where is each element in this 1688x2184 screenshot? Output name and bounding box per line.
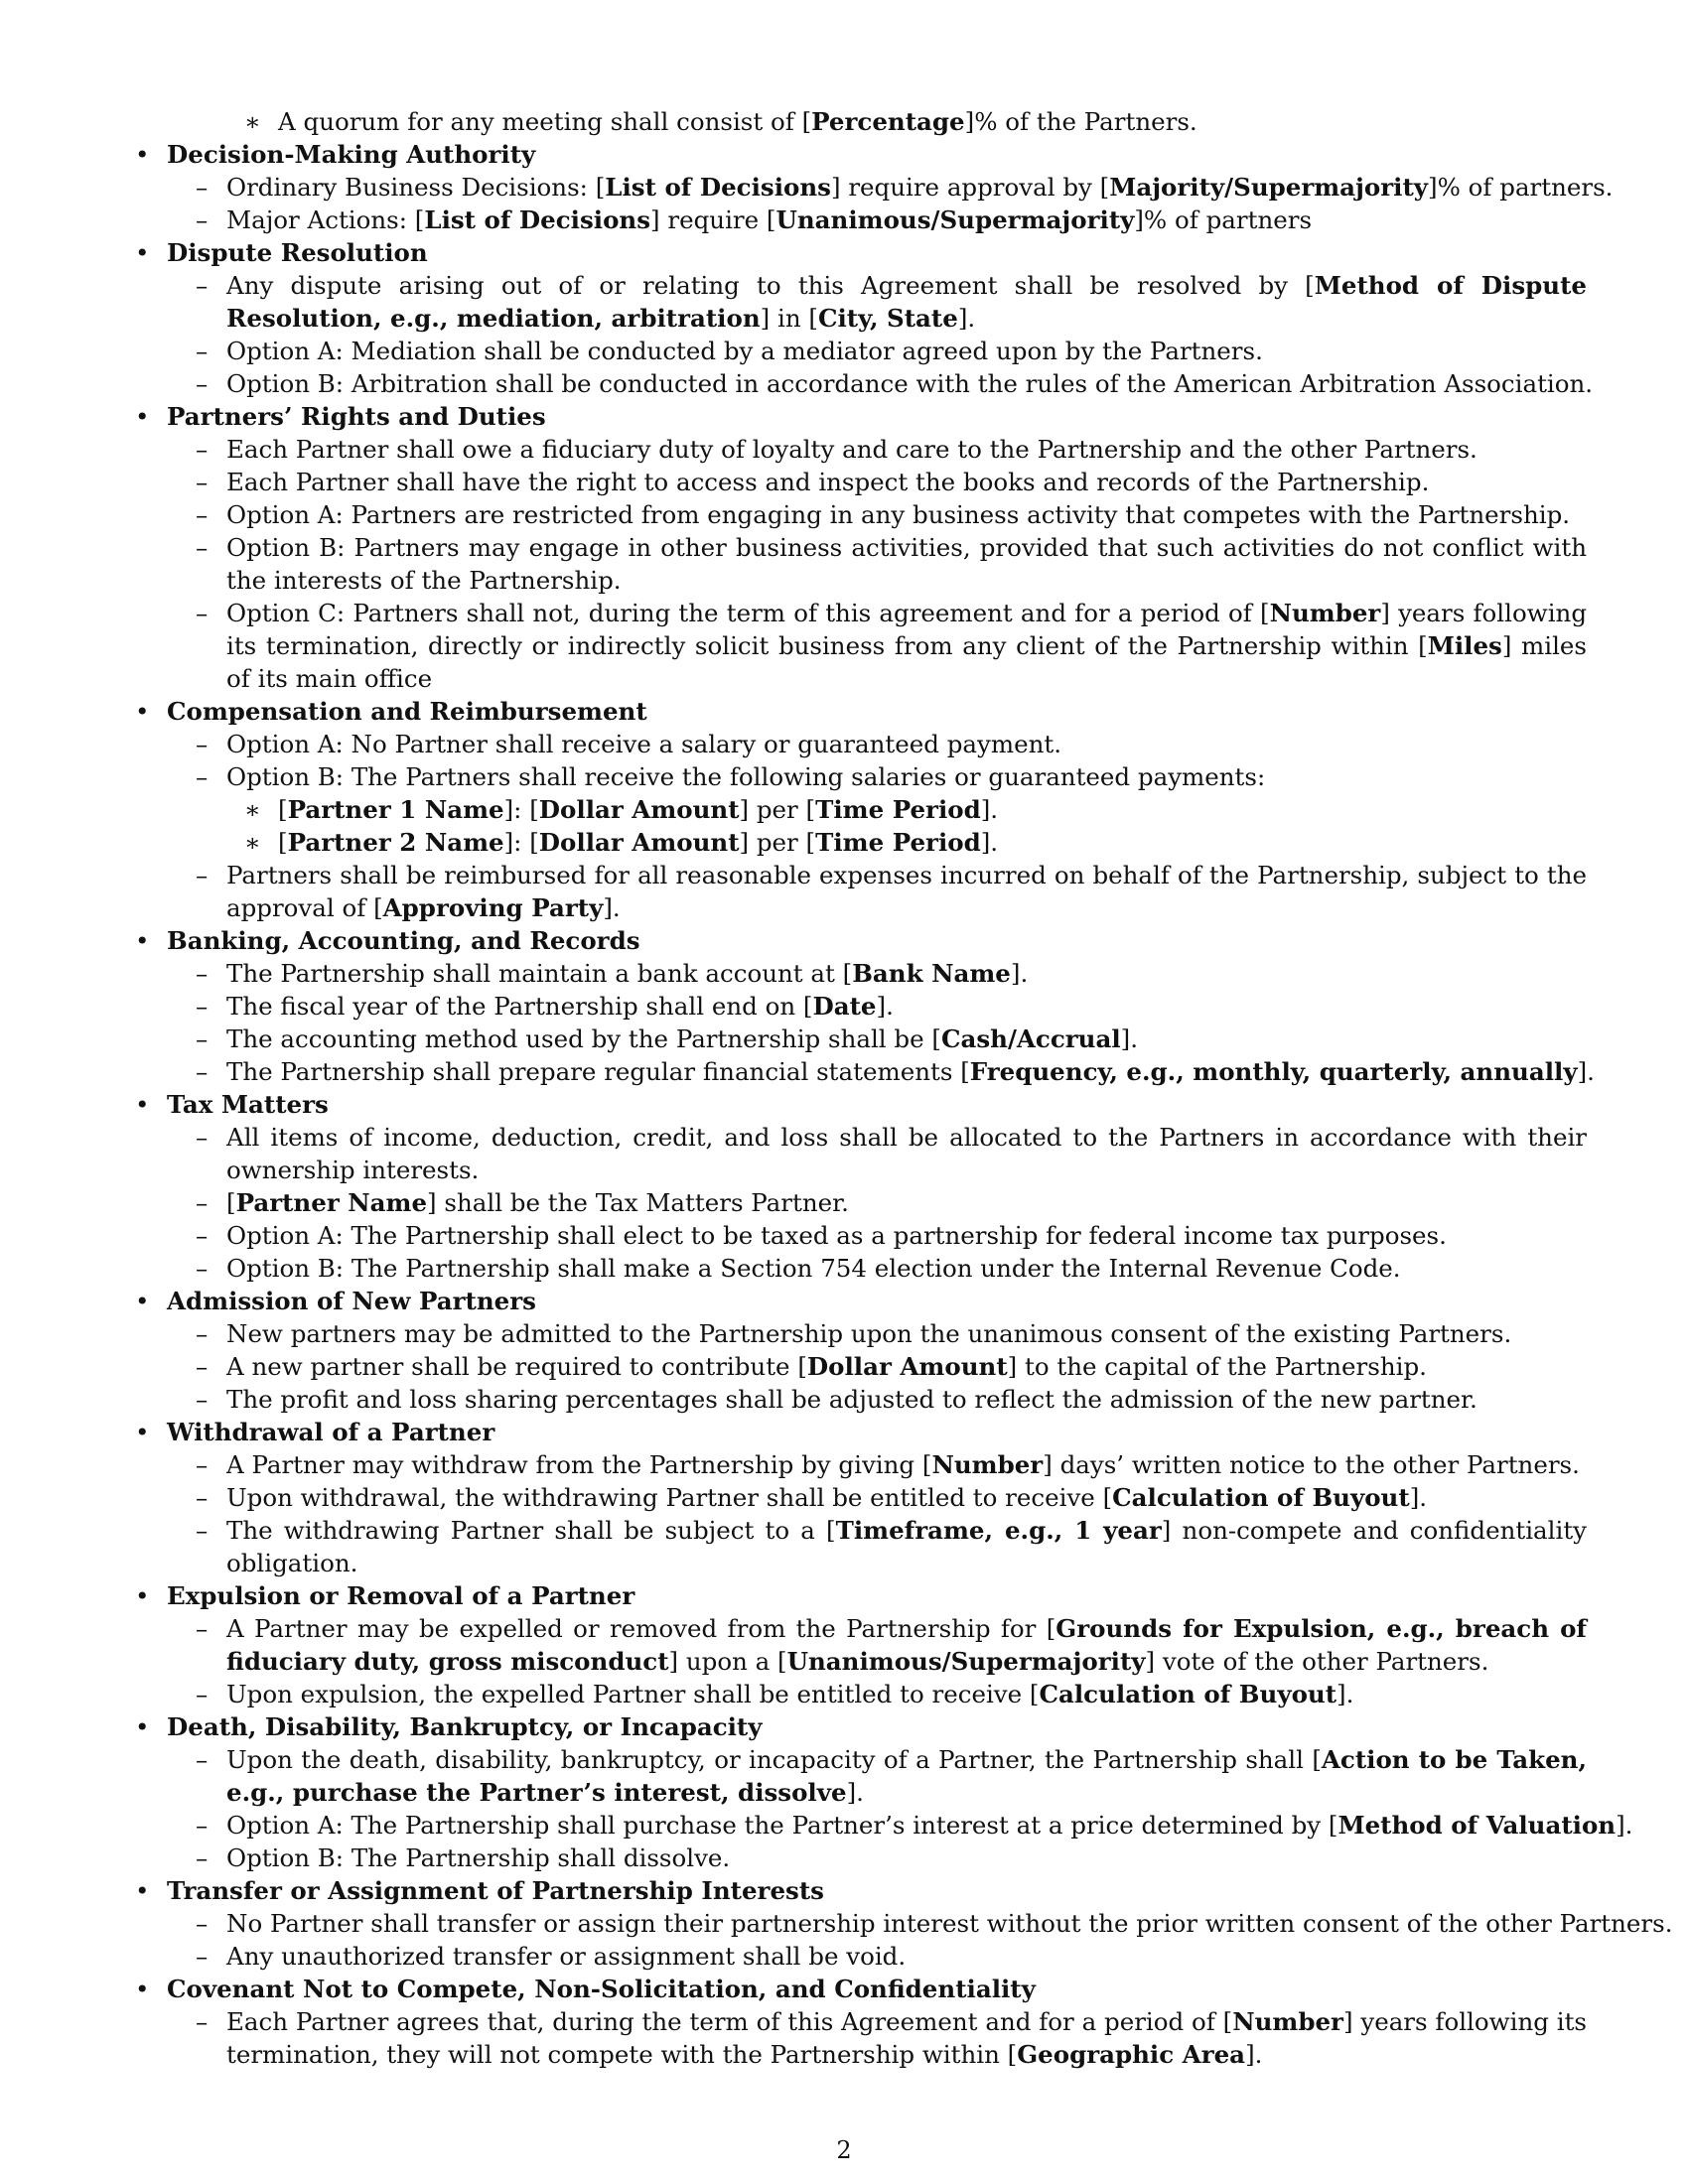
placeholder-field: List of Decisions <box>605 173 831 202</box>
placeholder-field: Bank Name <box>852 959 1011 988</box>
item-dash: – <box>196 369 209 398</box>
text-segment: ] per [ <box>739 795 816 824</box>
text-segment: The fiscal year of the Partnership shall end on [ <box>226 992 813 1021</box>
placeholder-field: Action to be Taken, e.g., purchase the Partner’s interest, dissolve <box>226 1745 1587 1807</box>
item-dash: – <box>196 1319 209 1348</box>
item-dash: – <box>196 1450 209 1479</box>
item-dash: – <box>196 1745 209 1774</box>
text-segment: ] require [ <box>650 205 776 234</box>
text-segment: A Partner may be expelled or removed from the Partnership for [ <box>226 1614 1056 1643</box>
section-heading <box>167 236 428 269</box>
list-item <box>226 1383 1587 1416</box>
text-segment: ] require approval by [ <box>830 173 1110 202</box>
item-dash: – <box>196 173 209 202</box>
text-segment: [ <box>278 795 288 824</box>
section-heading <box>167 695 647 728</box>
text-segment: Upon expulsion, the expelled Partner shall be entitled to receive [ <box>226 1680 1040 1708</box>
placeholder-field: Cash/Accrual <box>940 1024 1121 1053</box>
section-bullet: • <box>135 926 150 955</box>
sub-list-item <box>278 826 998 859</box>
placeholder-field: Percentage <box>811 107 965 136</box>
item-dash: – <box>196 992 209 1021</box>
item-dash: – <box>196 1188 209 1217</box>
item-dash: – <box>196 1385 209 1414</box>
item-dash: – <box>196 1057 209 1086</box>
text-segment: ] in [ <box>760 304 818 333</box>
placeholder-field: Frequency, e.g., monthly, quarterly, annually <box>969 1057 1578 1086</box>
placeholder-field: Number <box>1269 599 1381 627</box>
list-item <box>226 1481 1587 1514</box>
placeholder-field: Number <box>931 1450 1044 1479</box>
list-item <box>226 1350 1587 1383</box>
text-segment: The Partnership shall prepare regular financial statements [ <box>226 1057 970 1086</box>
placeholder-field: Timeframe, e.g., 1 year <box>835 1516 1162 1545</box>
text-segment: Major Actions: [ <box>226 205 425 234</box>
item-dash: – <box>196 1909 209 1938</box>
placeholder-field: Date <box>812 992 877 1021</box>
text-segment: A Partner may withdraw from the Partnership by giving [ <box>226 1450 932 1479</box>
subitem-star: ∗ <box>244 107 261 136</box>
text-segment: ]. <box>1409 1483 1428 1512</box>
placeholder-field: Unanimous/Supermajority <box>786 1647 1146 1676</box>
placeholder-field: Number <box>1232 2007 1343 2036</box>
text-segment: ]. <box>1336 1680 1354 1708</box>
subitem-star: ∗ <box>244 795 261 824</box>
text-segment: ]. <box>603 893 621 922</box>
text-segment: ] per [ <box>739 828 816 857</box>
subitem-star: ∗ <box>244 828 261 857</box>
text-segment: ] upon a [ <box>668 1647 787 1676</box>
list-item <box>226 433 1587 466</box>
section-heading <box>167 924 640 957</box>
placeholder-field: Compensation and Reimbursement <box>167 697 647 726</box>
text-segment: ] miles of its main office <box>226 631 1588 693</box>
text-segment: Partners shall be reimbursed for all reasonable expenses incurred on behalf of the Partnership, subject to the approval of [ <box>226 861 1587 922</box>
section-bullet: • <box>135 1712 150 1741</box>
list-item <box>226 2005 1587 2071</box>
section-heading <box>167 1874 824 1907</box>
item-dash: – <box>196 1483 209 1512</box>
item-dash: – <box>196 2007 209 2036</box>
section-heading <box>167 400 546 433</box>
placeholder-field: Transfer or Assignment of Partnership Interests <box>167 1876 824 1905</box>
list-item <box>226 335 1587 367</box>
section-bullet: • <box>135 697 150 726</box>
text-segment: ] years following its termination, they will not compete with the Partnership within [ <box>226 2007 1587 2069</box>
item-dash: – <box>196 468 209 496</box>
item-dash: – <box>196 861 209 889</box>
list-item <box>226 1023 1587 1055</box>
item-dash: – <box>196 1680 209 1708</box>
placeholder-field: Time Period <box>815 795 981 824</box>
section-heading <box>167 1416 494 1448</box>
text-segment: Upon the death, disability, bankruptcy, or incapacity of a Partner, the Partnership shall [ <box>226 1745 1322 1774</box>
list-item <box>226 1317 1587 1350</box>
list-item <box>226 498 1587 531</box>
list-item <box>226 728 1587 760</box>
placeholder-field: Admission of New Partners <box>167 1287 536 1315</box>
item-dash: – <box>196 599 209 627</box>
text-segment: A quorum for any meeting shall consist of <box>278 107 802 136</box>
text-segment: No Partner shall transfer or assign their partnership interest without the prior written consent of the other Partners. <box>226 1909 1673 1938</box>
section-bullet: • <box>135 1090 150 1119</box>
text-segment: Each Partner shall owe a fiduciary duty of loyalty and care to the Partnership and the other Partners. <box>226 435 1477 464</box>
text-segment: Any unauthorized transfer or assignment shall be void. <box>226 1942 907 1971</box>
list-item <box>226 531 1587 597</box>
section-bullet: • <box>135 238 150 267</box>
section-bullet: • <box>135 402 150 431</box>
text-segment: ]. <box>876 992 894 1021</box>
placeholder-field: Dollar Amount <box>806 1352 1008 1381</box>
placeholder-field: Method of Valuation <box>1337 1811 1617 1840</box>
text-segment: Option A: Mediation shall be conducted by a mediator agreed upon by the Partners. <box>226 337 1263 365</box>
placeholder-field: Geographic Area <box>1017 2040 1246 2069</box>
text-segment: ] non-compete and confidentiality obligation. <box>226 1516 1587 1577</box>
text-segment: [ <box>801 107 812 136</box>
placeholder-field: City, State <box>817 304 958 333</box>
list-item <box>226 597 1587 695</box>
item-dash: – <box>196 762 209 791</box>
list-item <box>226 1219 1587 1252</box>
text-segment: Option A: The Partnership shall purchase the Partner’s interest at a price determined by [ <box>226 1811 1338 1840</box>
section-heading <box>167 1285 536 1317</box>
text-segment: Option A: Partners are restricted from engaging in any business activity that competes with the Partnership. <box>226 500 1571 529</box>
placeholder-field: Death, Disability, Bankruptcy, or Incapacity <box>167 1712 763 1741</box>
list-item <box>226 204 1587 236</box>
text-segment: ]. <box>980 828 999 857</box>
placeholder-field: Time Period <box>815 828 981 857</box>
item-dash: – <box>196 1614 209 1643</box>
sub-list-item <box>278 793 998 826</box>
placeholder-field: Method of Dispute Resolution, e.g., mediation, arbitration <box>226 271 1588 333</box>
text-segment: ]% of partners. <box>1428 173 1614 202</box>
list-item <box>226 990 1587 1023</box>
list-item <box>226 1678 1587 1710</box>
text-segment: ]. <box>1245 2040 1263 2069</box>
text-segment: ] days’ written notice to the other Partners. <box>1043 1450 1580 1479</box>
placeholder-field: Unanimous/Supermajority <box>775 205 1135 234</box>
section-heading <box>167 138 535 171</box>
placeholder-field: Dispute Resolution <box>167 238 428 267</box>
placeholder-field: Dollar Amount <box>538 795 740 824</box>
text-segment: ]: [ <box>503 828 539 857</box>
list-item <box>226 1448 1587 1481</box>
list-item <box>226 957 1587 990</box>
section-bullet: • <box>135 1975 150 2003</box>
list-item <box>226 859 1587 924</box>
text-segment: ]. <box>846 1778 864 1807</box>
section-bullet: • <box>135 140 150 169</box>
text-segment: ]. <box>1120 1024 1139 1053</box>
text-segment: Each Partner shall have the right to access and inspect the books and records of the Partnership. <box>226 468 1430 496</box>
text-segment: ] shall be the Tax Matters Partner. <box>427 1188 849 1217</box>
text-segment: ]. <box>1616 1811 1633 1840</box>
list-item <box>226 1055 1595 1088</box>
list-item <box>226 1252 1587 1285</box>
section-bullet: • <box>135 1876 150 1905</box>
text-segment: Option B: Partners may engage in other business activities, provided that such activities do not conflict with the interests of the Partnership. <box>226 533 1587 595</box>
section-bullet: • <box>135 1418 150 1446</box>
section-heading <box>167 1579 634 1612</box>
section-heading <box>167 1973 1036 2005</box>
placeholder-field: Expulsion or Removal of a Partner <box>167 1581 635 1610</box>
item-dash: – <box>196 1123 209 1152</box>
text-segment: ]% of partners <box>1134 205 1313 234</box>
text-segment: A new partner shall be required to contribute [ <box>226 1352 807 1381</box>
list-item <box>226 1121 1587 1186</box>
item-dash: – <box>196 1516 209 1545</box>
section-heading <box>167 1710 762 1743</box>
list-item <box>226 1743 1587 1809</box>
section-bullet: • <box>135 1581 150 1610</box>
text-segment: The withdrawing Partner shall be subject to a [ <box>226 1516 836 1545</box>
text-segment: Each Partner agrees that, during the term of this Agreement and for a period of [ <box>226 2007 1233 2036</box>
sub-list-item <box>278 105 1197 138</box>
text-segment: ]: [ <box>503 795 539 824</box>
text-segment: Upon withdrawal, the withdrawing Partner shall be entitled to receive [ <box>226 1483 1113 1512</box>
text-segment: Option B: Arbitration shall be conducted in accordance with the rules of the American Arbitration Association. <box>226 369 1594 398</box>
text-segment: Option A: The Partnership shall elect to be taxed as a partnership for federal income tax purposes. <box>226 1221 1447 1250</box>
list-item <box>226 269 1587 335</box>
text-segment: ] years following its termination, directly or indirectly solicit business from any client of the Partnership within [ <box>226 599 1587 660</box>
list-item <box>226 1514 1587 1579</box>
item-dash: – <box>196 1221 209 1250</box>
item-dash: – <box>196 271 209 300</box>
item-dash: – <box>196 730 209 758</box>
text-segment: Option C: Partners shall not, during the term of this agreement and for a period of [ <box>226 599 1270 627</box>
list-item <box>226 1809 1633 1842</box>
list-item <box>226 1186 1587 1219</box>
text-segment: Option B: The Partnership shall make a Section 754 election under the Internal Revenue Code. <box>226 1254 1401 1283</box>
list-item <box>226 1940 1587 1973</box>
text-segment: ] to the capital of the Partnership. <box>1007 1352 1427 1381</box>
list-item <box>226 760 1587 793</box>
placeholder-field: Partner Name <box>235 1188 428 1217</box>
item-dash: – <box>196 1942 209 1971</box>
placeholder-field: Miles <box>1427 631 1502 660</box>
list-item <box>226 367 1594 400</box>
text-segment: Option A: No Partner shall receive a salary or guaranteed payment. <box>226 730 1061 758</box>
text-segment: ] vote of the other Partners. <box>1145 1647 1489 1676</box>
text-segment: [ <box>226 1188 236 1217</box>
placeholder-field: Approving Party <box>382 893 604 922</box>
text-segment: ]% of the Partners. <box>964 107 1197 136</box>
placeholder-field: Partner 1 Name <box>287 795 504 824</box>
list-item <box>226 1612 1587 1678</box>
placeholder-field: Banking, Accounting, and Records <box>167 926 640 955</box>
placeholder-field: Partners’ Rights and Duties <box>167 402 546 431</box>
page-number: 2 <box>836 2136 852 2164</box>
placeholder-field: Decision-Making Authority <box>167 140 536 169</box>
text-segment: [ <box>278 828 288 857</box>
text-segment: Option B: The Partnership shall dissolve. <box>226 1843 731 1872</box>
section-bullet: • <box>135 1287 150 1315</box>
section-heading <box>167 1088 329 1121</box>
text-segment: All items of income, deduction, credit, and loss shall be allocated to the Partners in accordance with their ownership interests. <box>226 1123 1587 1184</box>
text-segment: The Partnership shall maintain a bank account at [ <box>226 959 853 988</box>
placeholder-field: Calculation of Buyout <box>1112 1483 1410 1512</box>
text-segment: The accounting method used by the Partnership shall be [ <box>226 1024 941 1053</box>
text-segment: Any dispute arising out of or relating to this Agreement shall be resolved by [ <box>226 271 1315 300</box>
text-segment: Ordinary Business Decisions: [ <box>226 173 606 202</box>
placeholder-field: Calculation of Buyout <box>1039 1680 1337 1708</box>
item-dash: – <box>196 1811 209 1840</box>
text-segment: ]. <box>1010 959 1029 988</box>
placeholder-field: Partner 2 Name <box>287 828 504 857</box>
list-item <box>226 1907 1673 1940</box>
placeholder-field: Covenant Not to Compete, Non-Solicitation, and Confidentiality <box>167 1975 1036 2003</box>
placeholder-field: Majority/Supermajority <box>1109 173 1429 202</box>
item-dash: – <box>196 435 209 464</box>
placeholder-field: Tax Matters <box>167 1090 329 1119</box>
text-segment: ]. <box>957 304 976 333</box>
list-item <box>226 466 1587 498</box>
placeholder-field: Dollar Amount <box>538 828 740 857</box>
placeholder-field: List of Decisions <box>424 205 651 234</box>
item-dash: – <box>196 1254 209 1283</box>
list-item <box>226 1842 1587 1874</box>
item-dash: – <box>196 1024 209 1053</box>
text-segment: ]. <box>1577 1057 1595 1086</box>
placeholder-field: Grounds for Expulsion, e.g., breach of fiduciary duty, gross misconduct <box>226 1614 1587 1676</box>
text-segment: ]. <box>980 795 999 824</box>
placeholder-field: Withdrawal of a Partner <box>167 1418 495 1446</box>
text-segment: Option B: The Partners shall receive the following salaries or guaranteed payments: <box>226 762 1266 791</box>
item-dash: – <box>196 533 209 562</box>
item-dash: – <box>196 959 209 988</box>
item-dash: – <box>196 1352 209 1381</box>
item-dash: – <box>196 205 209 234</box>
text-segment: The profit and loss sharing percentages shall be adjusted to reflect the admission of the new partner. <box>226 1385 1477 1414</box>
item-dash: – <box>196 337 209 365</box>
text-segment: New partners may be admitted to the Partnership upon the unanimous consent of the existing Partners. <box>226 1319 1512 1348</box>
item-dash: – <box>196 500 209 529</box>
list-item <box>226 171 1614 204</box>
item-dash: – <box>196 1843 209 1872</box>
